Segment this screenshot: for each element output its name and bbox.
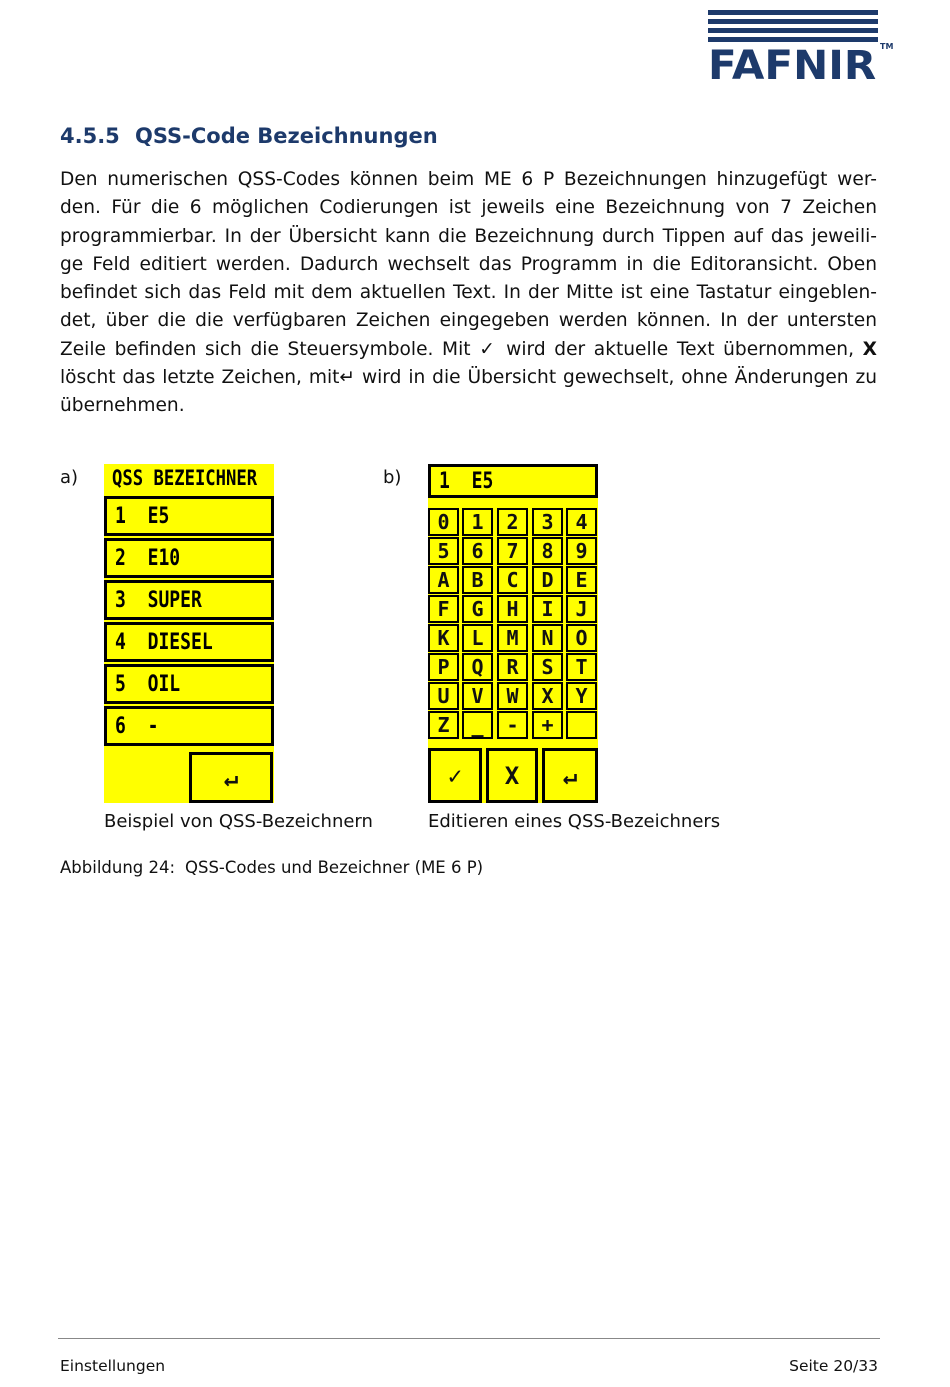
keyboard-key[interactable]: K <box>428 624 459 652</box>
keyboard-key[interactable]: F <box>428 595 459 623</box>
keyboard-key[interactable]: 0 <box>428 508 459 536</box>
keyboard-key[interactable]: 4 <box>566 508 597 536</box>
keyboard-key[interactable]: P <box>428 653 459 681</box>
section-number: 4.5.5 <box>60 124 120 148</box>
qss-code-row-label: 5 OIL <box>115 671 181 697</box>
overview-return-button[interactable]: ↵ <box>189 752 273 803</box>
logo-stripe <box>708 19 878 24</box>
section-title: QSS-Code Bezeichnungen <box>135 124 438 148</box>
qss-code-row-label: 4 DIESEL <box>115 629 213 655</box>
editor-text-field[interactable]: 1 E5 <box>428 464 598 498</box>
paragraph-text-1: Den numerischen QSS-Codes können beim ME 6 P Bezeichnungen hinzugefügt wer-den. Für die 6 möglichen Codierungen ist jeweils eine Bezeichnung von 7 Zeichen programmierbar. In der Übersicht kann die Bezeichnung durch Tippen auf das jeweili-ge Feld editiert werden. Dadurch wechselt das Programm in die Editoransicht. Oben befindet sich das Feld mit dem aktuellen Text. In der Mitte ist eine Tastatur eingeblen-det, über die die verfügbaren Zeichen eingegeben werden können. In der untersten Zeile befinden sich die Steuersymbole. Mit <box>60 169 877 360</box>
keyboard-key[interactable]: R <box>497 653 528 681</box>
logo-stripe <box>708 37 878 42</box>
keyboard-key[interactable]: 1 <box>462 508 493 536</box>
keyboard-key[interactable]: _ <box>462 711 493 739</box>
keyboard-key[interactable]: 8 <box>532 537 563 565</box>
keyboard-key[interactable]: - <box>497 711 528 739</box>
paragraph-text-3: löscht das letzte Zeichen, mit <box>60 367 340 389</box>
qss-code-row[interactable] <box>104 538 274 578</box>
qss-code-row[interactable] <box>104 496 274 536</box>
body-paragraph <box>60 166 877 421</box>
keyboard-key[interactable]: N <box>532 624 563 652</box>
figure-b-label: b) <box>383 467 402 488</box>
figure-caption-text: QSS-Codes und Bezeichner (ME 6 P) <box>185 858 484 877</box>
keyboard-key[interactable]: B <box>462 566 493 594</box>
qss-code-row[interactable] <box>104 622 274 662</box>
keyboard-key[interactable]: 7 <box>497 537 528 565</box>
qss-code-row[interactable] <box>104 706 274 746</box>
keyboard-key[interactable]: 6 <box>462 537 493 565</box>
keyboard-key[interactable]: 2 <box>497 508 528 536</box>
qss-code-row-label: 1 E5 <box>115 503 170 529</box>
keyboard-key[interactable]: 5 <box>428 537 459 565</box>
keyboard-key[interactable]: O <box>566 624 597 652</box>
keyboard-key[interactable]: J <box>566 595 597 623</box>
footer-page-number: Seite 20/33 <box>789 1357 878 1375</box>
keyboard-key[interactable]: Y <box>566 682 597 710</box>
keyboard-key[interactable]: E <box>566 566 597 594</box>
keyboard-key[interactable]: U <box>428 682 459 710</box>
keyboard-key[interactable]: Z <box>428 711 459 739</box>
keyboard-key[interactable]: 9 <box>566 537 597 565</box>
logo-stripe <box>708 10 878 15</box>
confirm-button[interactable]: ✓ <box>428 748 482 803</box>
figure-b-caption: Editieren eines QSS-Bezeichners <box>428 811 721 832</box>
keyboard-key[interactable]: X <box>532 682 563 710</box>
qss-code-row[interactable] <box>104 664 274 704</box>
keyboard-key[interactable]: W <box>497 682 528 710</box>
keyboard-key[interactable]: S <box>532 653 563 681</box>
paragraph-text-2: wird der aktuelle Text übernommen, <box>506 338 854 360</box>
logo-stripe <box>708 28 878 33</box>
keyboard-key[interactable]: H <box>497 595 528 623</box>
keyboard-key[interactable]: I <box>532 595 563 623</box>
qss-overview-screen <box>104 464 274 803</box>
keyboard-key[interactable]: M <box>497 624 528 652</box>
figure-a-caption: Beispiel von QSS-Bezeichnern <box>104 811 373 832</box>
keyboard-key[interactable]: C <box>497 566 528 594</box>
section-heading <box>60 124 438 148</box>
return-symbol-icon: ↵ <box>339 367 356 389</box>
keyboard-key[interactable]: + <box>532 711 563 739</box>
return-button[interactable]: ↵ <box>542 748 598 803</box>
keyboard-key[interactable]: V <box>462 682 493 710</box>
footer-section: Einstellungen <box>60 1357 166 1375</box>
delete-button[interactable]: X <box>486 748 538 803</box>
logo-trademark: TM <box>880 42 894 51</box>
qss-code-row-label: 6 - <box>115 713 159 739</box>
overview-title: QSS BEZEICHNER <box>112 466 258 490</box>
keyboard-key[interactable]: 3 <box>532 508 563 536</box>
paragraph-text-4: wird in die Übersicht gewechselt, ohne Änderungen zu übernehmen. <box>60 367 877 417</box>
keyboard-key[interactable]: D <box>532 566 563 594</box>
logo-text: FAFNIR <box>708 43 877 89</box>
keyboard-key[interactable]: T <box>566 653 597 681</box>
keyboard-key[interactable]: L <box>462 624 493 652</box>
qss-code-row-label: 2 E10 <box>115 545 181 571</box>
check-symbol-icon: ✓ <box>479 338 498 360</box>
x-symbol-icon: X <box>862 338 877 360</box>
qss-code-row[interactable] <box>104 580 274 620</box>
figure-caption-label: Abbildung 24: <box>60 858 176 877</box>
qss-editor-screen <box>428 464 598 803</box>
figure-caption <box>60 858 483 877</box>
keyboard-key[interactable]: A <box>428 566 459 594</box>
qss-code-row-label: 3 SUPER <box>115 587 202 613</box>
footer-divider <box>58 1338 880 1339</box>
keyboard-key[interactable]: G <box>462 595 493 623</box>
figure-a-label: a) <box>60 467 79 488</box>
keyboard-key[interactable]: Q <box>462 653 493 681</box>
keyboard-key[interactable] <box>566 711 597 739</box>
fafnir-logo <box>708 10 894 89</box>
